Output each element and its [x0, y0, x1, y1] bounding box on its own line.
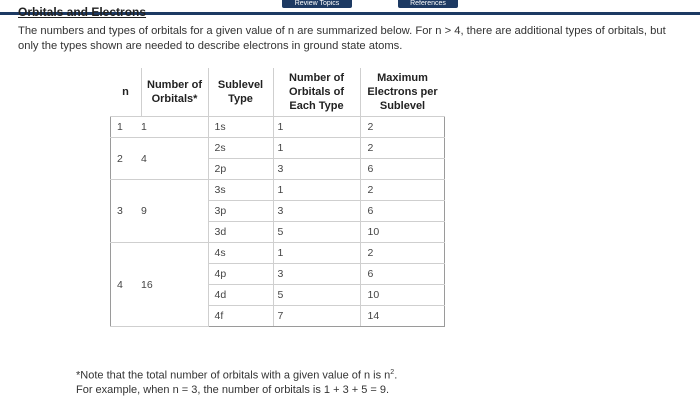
cell-number-of-orbitals: 9: [141, 180, 208, 243]
references-button[interactable]: References: [398, 0, 458, 8]
cell-n: 4: [111, 243, 142, 327]
cell-sublevel: 2s: [208, 138, 273, 159]
review-topics-button[interactable]: Review Topics: [282, 0, 352, 8]
header-max-electrons: Maximum Electrons per Sublevel: [360, 68, 445, 117]
cell-max-electrons: 10: [360, 285, 445, 306]
cell-n: 1: [111, 117, 142, 138]
cell-number-of-orbitals: 4: [141, 138, 208, 180]
cell-max-electrons: 14: [360, 306, 445, 327]
cell-sublevel: 4s: [208, 243, 273, 264]
table-row: [111, 180, 445, 201]
cell-sublevel: 1s: [208, 117, 273, 138]
cell-orbitals-each: 5: [273, 222, 360, 243]
cell-sublevel: 4p: [208, 264, 273, 285]
cell-max-electrons: 2: [360, 243, 445, 264]
cell-orbitals-each: 3: [273, 201, 360, 222]
table-header-row: [111, 68, 445, 117]
footnote-superscript: 2: [390, 369, 395, 376]
header-number-of-orbitals: Number of Orbitals*: [141, 68, 208, 117]
cell-max-electrons: 2: [360, 180, 445, 201]
cell-orbitals-each: 1: [273, 243, 360, 264]
cell-orbitals-each: 3: [273, 264, 360, 285]
cell-number-of-orbitals: 1: [141, 117, 208, 138]
table-row: [111, 117, 445, 138]
header-orbitals-each-type: Number of Orbitals of Each Type: [273, 68, 360, 117]
cell-max-electrons: 2: [360, 117, 445, 138]
table-row: [111, 243, 445, 264]
cell-sublevel: 4f: [208, 306, 273, 327]
cell-sublevel: 3s: [208, 180, 273, 201]
cell-n: 2: [111, 138, 142, 180]
orbitals-table: [110, 68, 445, 327]
header-sublevel-type: Sublevel Type: [208, 68, 273, 117]
cell-orbitals-each: 1: [273, 117, 360, 138]
footnote-line-2: For example, when n = 3, the number of orbitals is 1 + 3 + 5 = 9.: [76, 383, 390, 396]
intro-text: The numbers and types of orbitals for a given value of n are summarized below. For n > 4, there are additional types of orbitals, but only the types shown are needed to describe electrons in ground state atoms.: [18, 25, 666, 52]
footnote: [76, 366, 636, 397]
cell-orbitals-each: 1: [273, 138, 360, 159]
cell-max-electrons: 6: [360, 159, 445, 180]
cell-number-of-orbitals: 16: [141, 243, 208, 327]
cell-sublevel: 3p: [208, 201, 273, 222]
cell-max-electrons: 6: [360, 201, 445, 222]
cell-orbitals-each: 7: [273, 306, 360, 327]
cell-sublevel: 4d: [208, 285, 273, 306]
cell-n: 3: [111, 180, 142, 243]
footnote-period: .: [394, 369, 398, 382]
header-n: n: [111, 68, 142, 117]
footnote-line-1: [76, 366, 636, 383]
page-title: Orbitals and Electrons: [18, 5, 147, 19]
cell-sublevel: 3d: [208, 222, 273, 243]
footnote-text: *Note that the total number of orbitals with a given value of n is n: [76, 369, 391, 382]
table-row: [111, 138, 445, 159]
cell-sublevel: 2p: [208, 159, 273, 180]
cell-max-electrons: 6: [360, 264, 445, 285]
cell-orbitals-each: 5: [273, 285, 360, 306]
cell-orbitals-each: 1: [273, 180, 360, 201]
cell-max-electrons: 2: [360, 138, 445, 159]
cell-orbitals-each: 3: [273, 159, 360, 180]
cell-max-electrons: 10: [360, 222, 445, 243]
